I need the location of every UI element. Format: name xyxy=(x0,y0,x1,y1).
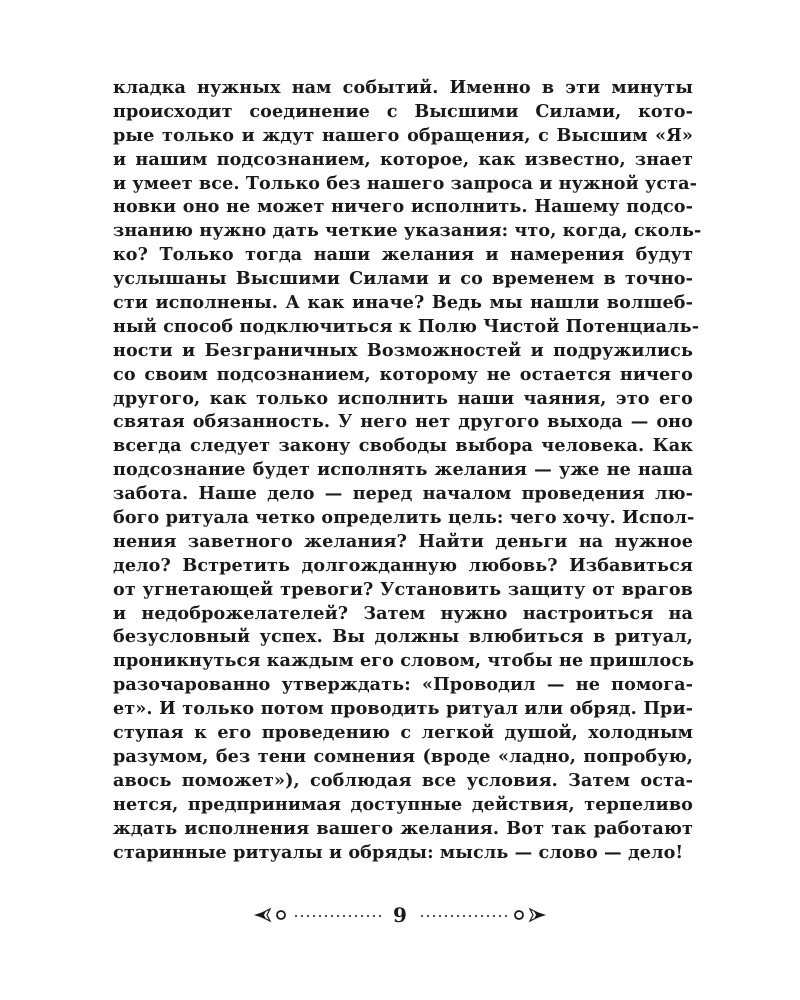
text-line: проникнуться каждым его словом, чтобы не пришлось xyxy=(113,650,695,672)
body-text xyxy=(113,76,702,864)
text-line: услышаны Высшими Силами и со временем в точно- xyxy=(113,268,693,290)
text-line: и умеет все. Только без нашего запроса и нужной уста- xyxy=(113,172,698,194)
page-footer xyxy=(250,902,550,928)
text-line: происходит соединение с Высшими Силами, кото- xyxy=(113,100,693,122)
text-line: нения заветного желания? Найти деньги на нужное xyxy=(113,530,693,552)
text-line: забота. Наше дело — перед началом проведения лю- xyxy=(113,483,693,505)
text-line: ет». И только потом проводить ритуал или обряд. При- xyxy=(113,698,693,720)
text-line: и нашим подсознанием, которое, как известно, знает xyxy=(113,148,693,170)
page-number: 9 xyxy=(393,903,407,927)
text-line: ко? Только тогда наши желания и намерения будут xyxy=(113,244,693,266)
text-line: ности и Безграничных Возможностей и подружились xyxy=(113,339,693,361)
text-line: кладка нужных нам событий. Именно в эти минуты xyxy=(113,77,693,98)
text-line: от угнетающей тревоги? Установить защиту от врагов xyxy=(113,578,693,600)
text-line: ный способ подключиться к Полю Чистой Потенциаль- xyxy=(113,315,700,337)
text-line: ступая к его проведению с легкой душой, холодным xyxy=(113,722,693,744)
text-line: подсознание будет исполнять желания — уже не наша xyxy=(113,459,693,481)
text-line: и недоброжелателей? Затем нужно настроиться на xyxy=(113,602,693,624)
text-line: знанию нужно дать четкие указания: что, когда, сколь- xyxy=(113,220,702,242)
text-line: безусловный успех. Вы должны влюбиться в ритуал, xyxy=(113,626,693,648)
text-line: сти исполнены. А как иначе? Ведь мы нашли волшеб- xyxy=(113,292,693,314)
text-line: ждать исполнения вашего желания. Вот так работают xyxy=(113,817,693,839)
text-line: разочарованно утверждать: «Проводил — не помога- xyxy=(113,674,693,696)
text-line: другого, как только исполнить наши чаяния, это его xyxy=(113,387,693,409)
text-line: со своим подсознанием, которому не остается ничего xyxy=(113,363,693,385)
text-line: старинные ритуалы и обряды: мысль — слово — дело! xyxy=(113,841,684,863)
text-line: нется, предпринимая доступные действия, терпеливо xyxy=(113,793,693,815)
text-line: всегда следует закону свободы выбора человека. Как xyxy=(113,435,693,457)
text-line: новки оно не может ничего исполнить. Нашему подсо- xyxy=(113,196,693,218)
text-line: святая обязанность. У него нет другого выхода — оно xyxy=(113,411,693,433)
text-line: бого ритуала четко определить цель: чего хочу. Испол- xyxy=(113,507,695,529)
text-line: разумом, без тени сомнения (вроде «ладно, попробую, xyxy=(113,745,693,767)
text-line: рые только и ждут нашего обращения, с Высшим «Я» xyxy=(113,124,693,146)
text-line: авось поможет»), соблюдая все условия. Затем оста- xyxy=(113,769,693,791)
text-line: дело? Встретить долгожданную любовь? Избавиться xyxy=(113,554,693,576)
